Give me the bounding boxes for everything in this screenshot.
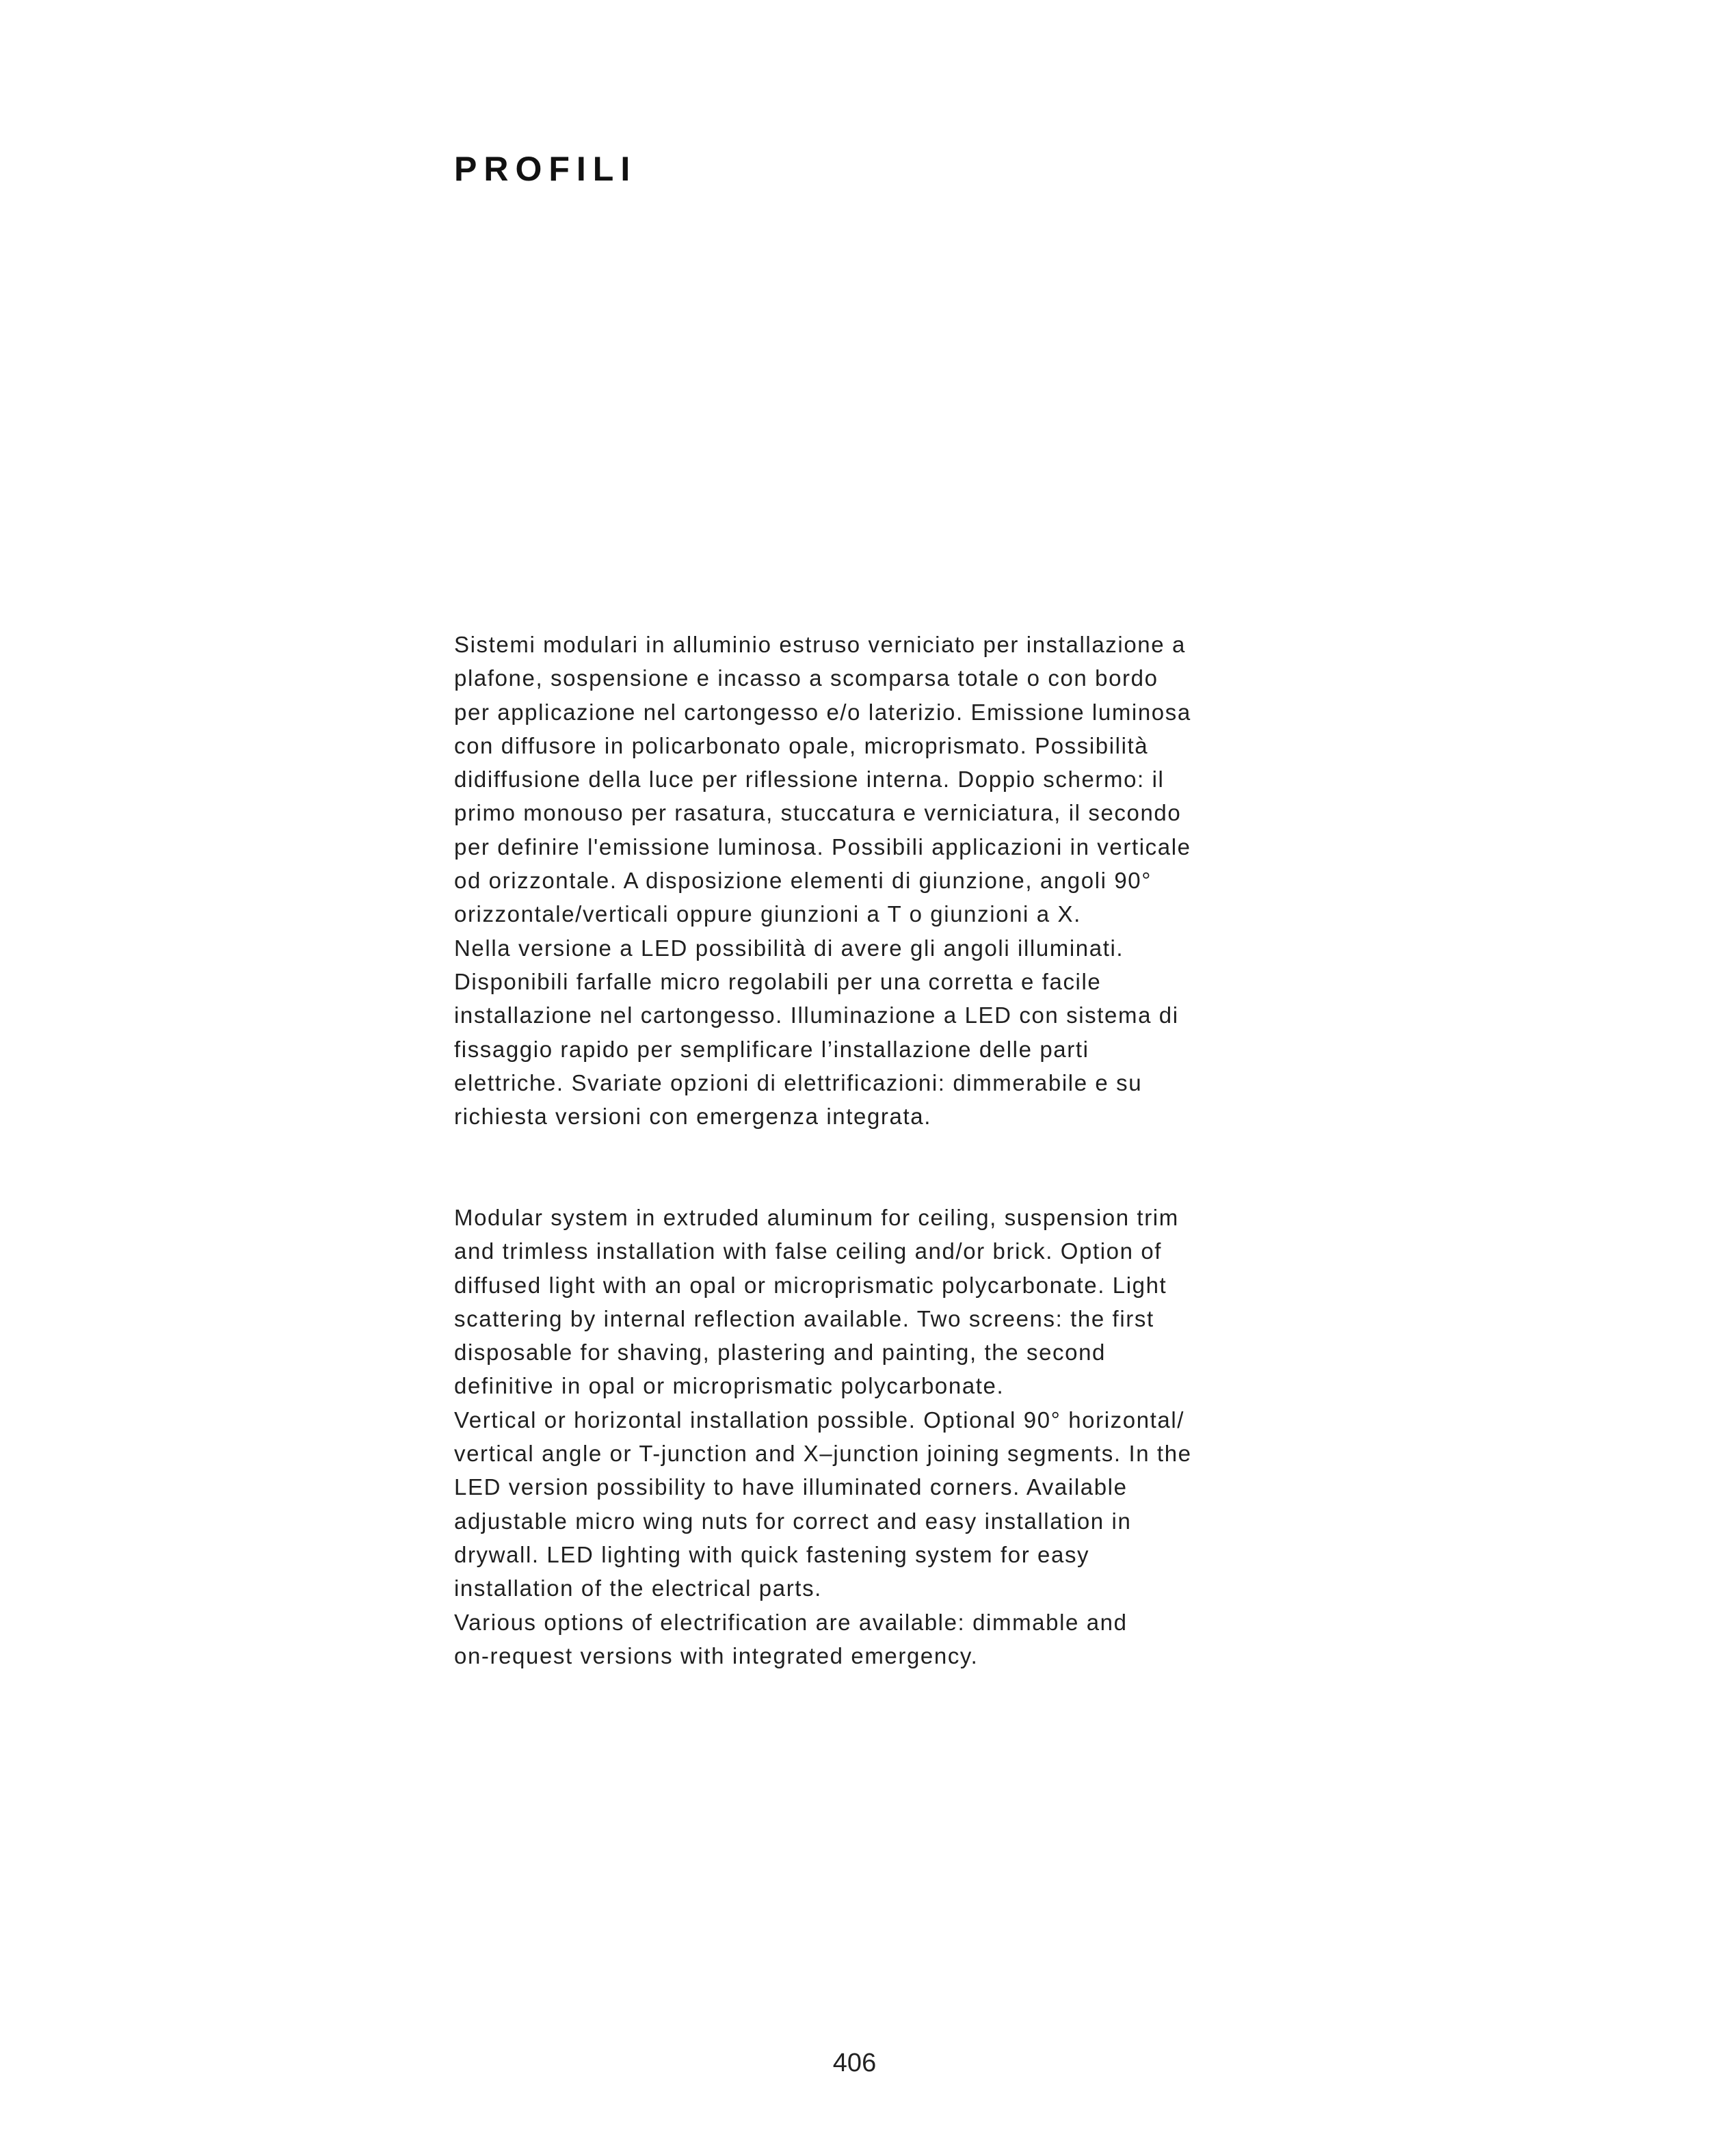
english-text-line: Vertical or horizontal installation possible. Optional 90° horizontal/	[454, 1407, 1185, 1433]
italian-text-line: Disponibili farfalle micro regolabili per una corretta e facile	[454, 968, 1102, 994]
english-text-line: adjustable micro wing nuts for correct and easy installation in	[454, 1508, 1132, 1534]
english-text-line: definitive in opal or microprismatic polycarbonate.	[454, 1373, 1005, 1399]
italian-text-line: didiffusione della luce per riflessione interna. Doppio schermo: il	[454, 767, 1165, 793]
english-text-line: LED version possibility to have illuminated corners. Available	[454, 1474, 1128, 1500]
english-text-line: diffused light with an opal or microprismatic polycarbonate. Light	[454, 1272, 1167, 1298]
italian-text-line: elettriche. Svariate opzioni di elettrificazioni: dimmerabile e su	[454, 1069, 1143, 1095]
italian-description	[454, 628, 1275, 1133]
english-text-line: on-request versions with integrated emergency.	[454, 1642, 979, 1668]
italian-text-line: od orizzontale. A disposizione elementi di giunzione, angoli 90°	[454, 868, 1152, 894]
italian-text-line: installazione nel cartongesso. Illuminazione a LED con sistema di	[454, 1002, 1179, 1028]
italian-text-line: fissaggio rapido per semplificare l’installazione delle parti	[454, 1036, 1089, 1062]
italian-text-line: per definire l'emissione luminosa. Possibili applicazioni in verticale	[454, 834, 1191, 860]
english-text-line: vertical angle or T-junction and X–junction joining segments. In the	[454, 1441, 1192, 1467]
italian-text-line: con diffusore in policarbonato opale, microprismato. Possibilità	[454, 732, 1149, 758]
english-text-line: scattering by internal reflection available. Two screens: the first	[454, 1305, 1154, 1331]
italian-text-line: primo monouso per rasatura, stuccatura e verniciatura, il secondo	[454, 800, 1182, 826]
italian-text-line: orizzontale/verticali oppure giunzioni a T o giunzioni a X.	[454, 901, 1081, 927]
italian-text-line: Sistemi modulari in alluminio estruso verniciato per installazione a	[454, 632, 1186, 657]
english-text-line: installation of the electrical parts.	[454, 1575, 822, 1601]
english-text-line: disposable for shaving, plastering and painting, the second	[454, 1340, 1106, 1366]
english-text-line: drywall. LED lighting with quick fastening system for easy	[454, 1541, 1090, 1567]
english-description	[454, 1201, 1275, 1673]
italian-text-line: per applicazione nel cartongesso e/o laterizio. Emissione luminosa	[454, 699, 1191, 725]
english-text-line: Various options of electrification are available: dimmable and	[454, 1609, 1128, 1635]
italian-text-line: plafone, sospensione e incasso a scomparsa totale o con bordo	[454, 665, 1158, 691]
page-title: PROFILI	[454, 150, 637, 188]
english-text-line: Modular system in extruded aluminum for ceiling, suspension trim	[454, 1205, 1179, 1230]
italian-text-line: Nella versione a LED possibilità di avere gli angoli illuminati.	[454, 935, 1124, 961]
page-number: 406	[832, 2049, 877, 2077]
italian-text-line: richiesta versioni con emergenza integrata.	[454, 1104, 931, 1130]
english-text-line: and trimless installation with false ceiling and/or brick. Option of	[454, 1238, 1163, 1264]
